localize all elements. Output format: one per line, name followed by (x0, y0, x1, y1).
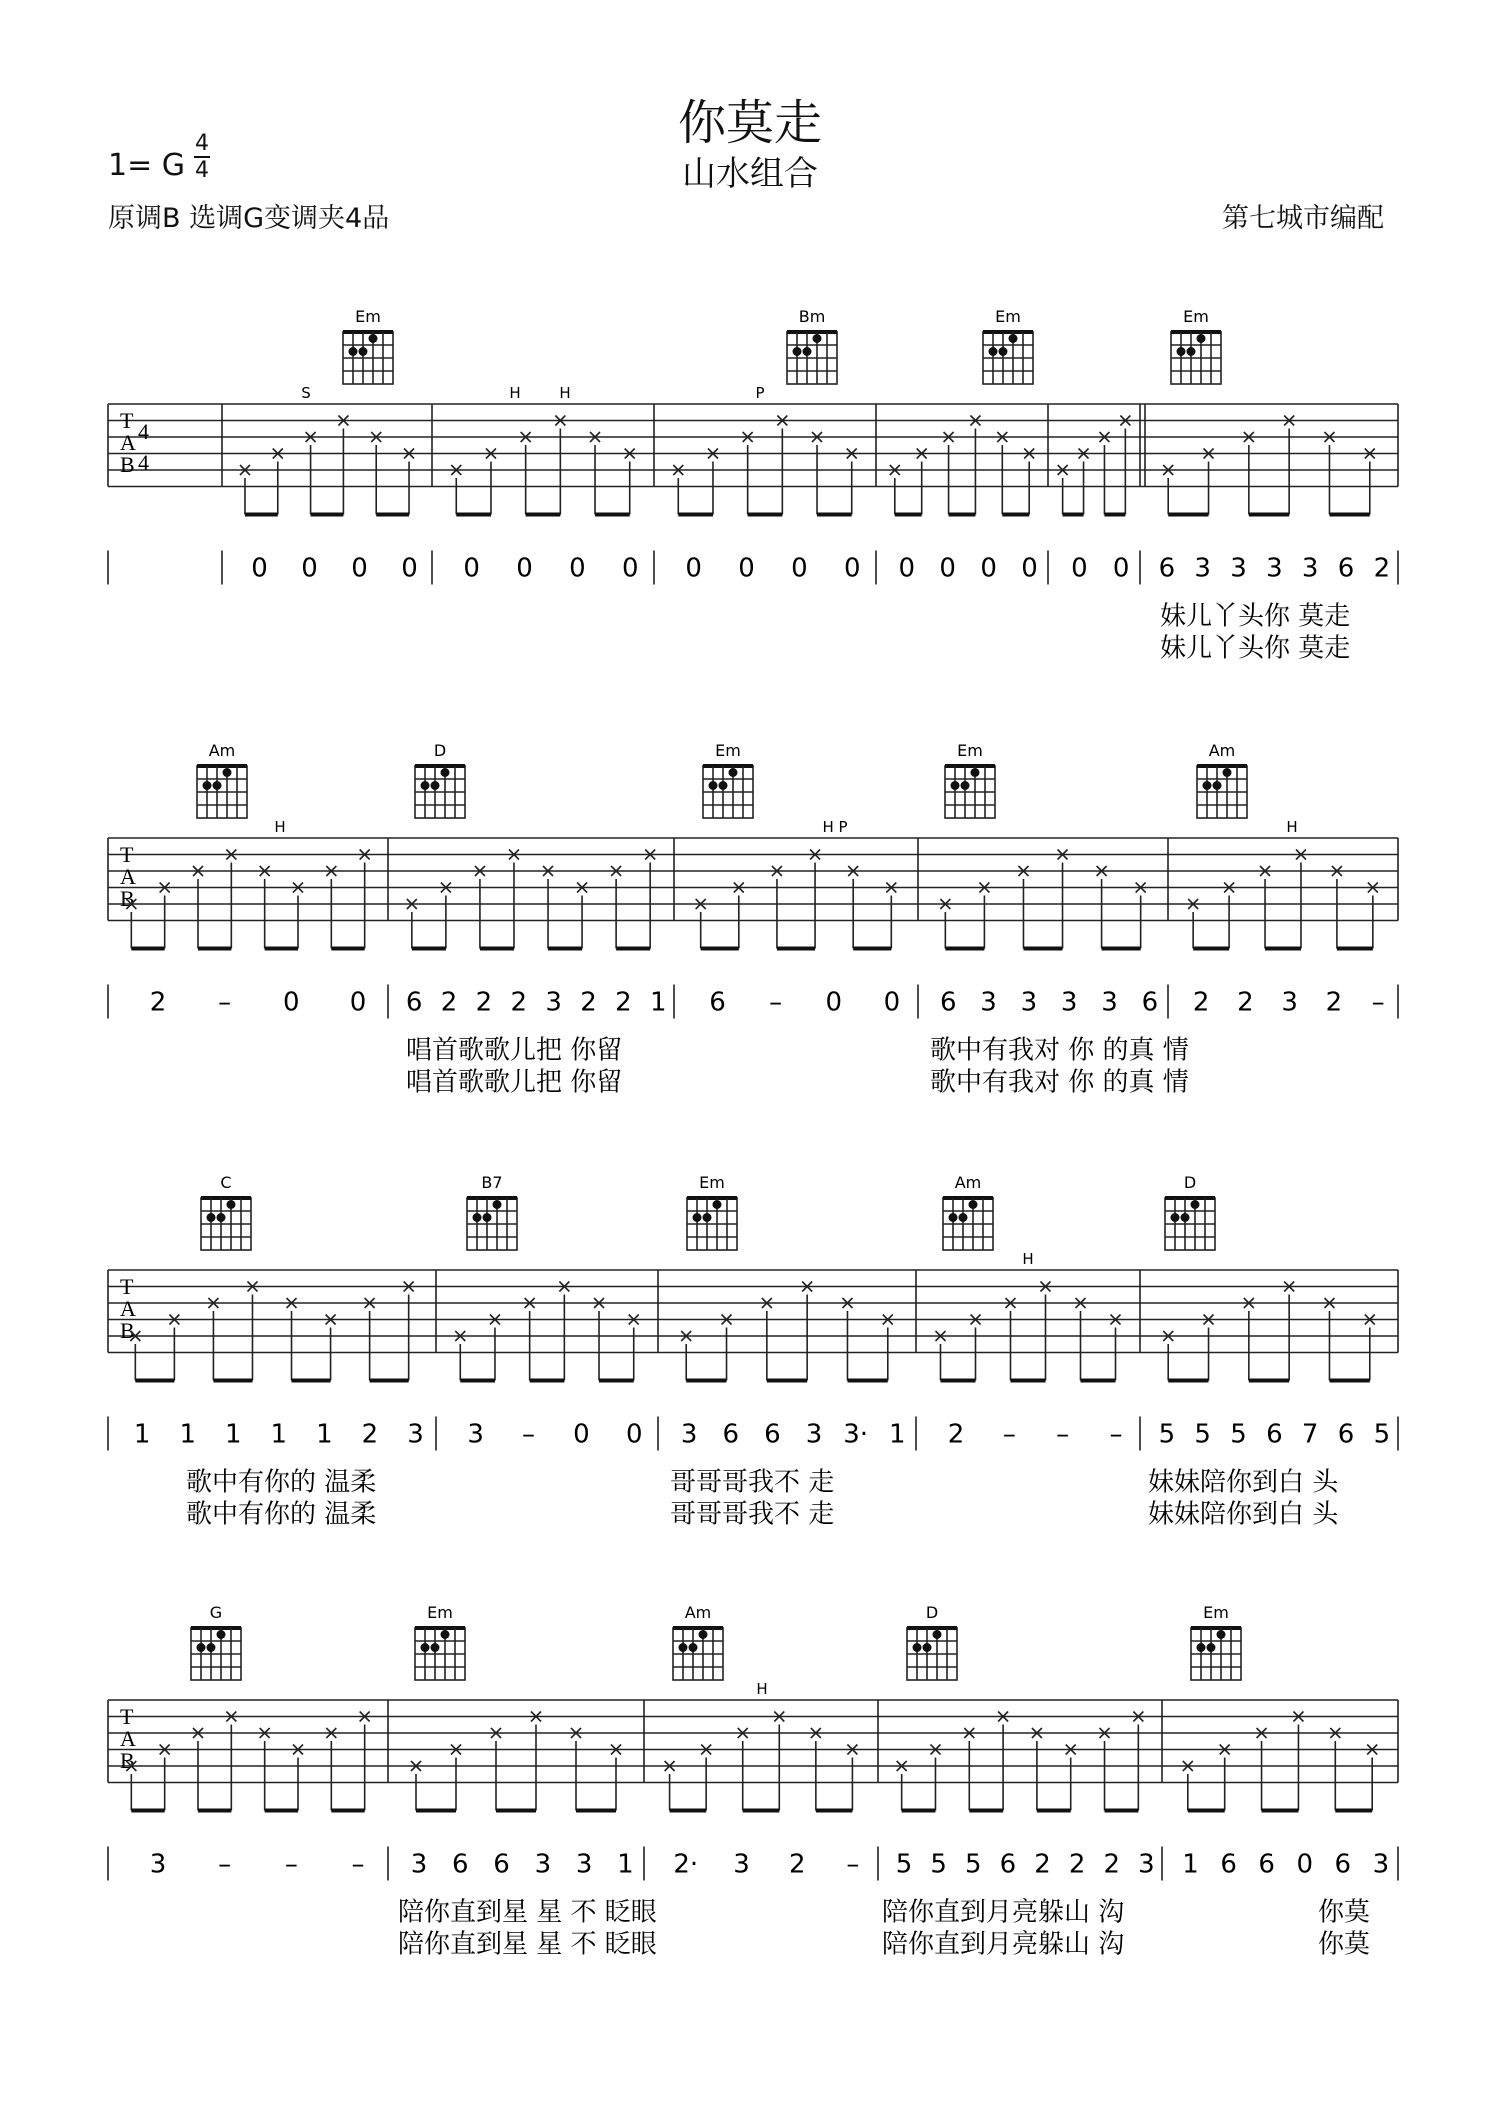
jianpu-note: 6 (999, 1849, 1017, 1880)
jianpu-note: 2 (788, 1849, 806, 1880)
chord-finger-dot (1203, 781, 1212, 790)
jianpu-note: 2 (1103, 1849, 1121, 1880)
jianpu-note: 0 (791, 553, 808, 584)
jianpu-note: 5 (964, 1849, 982, 1880)
jianpu-note: 3 (805, 1419, 823, 1450)
jianpu-note: 2 (475, 987, 493, 1018)
jianpu-note: 6 (1266, 1419, 1283, 1450)
chord-finger-dot (923, 1643, 932, 1652)
technique-mark: H (756, 1680, 768, 1698)
jianpu-note: 6 (1258, 1849, 1275, 1880)
jianpu-note: 0 (980, 553, 997, 584)
jianpu-note: 2 (149, 987, 167, 1018)
jianpu-note: 3 (1020, 987, 1038, 1018)
lyric-line-verse-2: 陪你直到月亮躲山 沟 (882, 1929, 1125, 1960)
chord-name: Em (355, 307, 381, 326)
chord-name: D (925, 1603, 939, 1622)
time-signature-bottom: 4 (195, 158, 209, 183)
chord-finger-dot (483, 1213, 492, 1222)
jianpu-note: 1 (133, 1419, 151, 1450)
jianpu-note: 6 (1337, 553, 1355, 584)
tab-clef-letter: A (120, 1726, 136, 1751)
lyric-line-verse-2: 你莫 (1318, 1929, 1371, 1960)
jianpu-note: 6 (405, 987, 423, 1018)
jianpu-note: 0 (251, 553, 268, 584)
chord-name: Am (1208, 741, 1236, 760)
chord-finger-dot (999, 347, 1008, 356)
chord-finger-dot (421, 781, 430, 790)
technique-mark: S (301, 384, 311, 402)
jianpu-note: 3 (980, 987, 997, 1018)
jianpu-note: 0 (625, 1419, 643, 1450)
chord-finger-dot (1009, 334, 1018, 343)
jianpu-note: 6 (722, 1419, 740, 1450)
tab-clef-letter: A (120, 430, 136, 455)
jianpu-note: 0 (569, 553, 586, 584)
chord-finger-dot (369, 334, 378, 343)
chord-finger-dot (441, 1630, 450, 1639)
jianpu-note: 3 (1301, 553, 1319, 584)
jianpu-note: 7 (1301, 1419, 1319, 1450)
tab-clef-letter: T (120, 408, 134, 433)
lyric-line-verse-2: 妹妹陪你到白 头 (1148, 1499, 1339, 1530)
chord-name: B7 (481, 1173, 503, 1192)
technique-mark: H (274, 818, 286, 836)
jianpu-note: 0 (351, 553, 368, 584)
jianpu-note: 2· (673, 1849, 699, 1880)
lyric-line-verse-1: 歌中有我对 你 的真 情 (930, 1035, 1189, 1066)
lyric-line-verse-1: 妹妹陪你到白 头 (1148, 1467, 1339, 1498)
chord-finger-dot (359, 347, 368, 356)
jianpu-note: 0 (573, 1419, 590, 1450)
jianpu-note: 3 (545, 987, 562, 1018)
lyric-line-verse-1: 唱首歌歌儿把 你留 (406, 1035, 623, 1066)
chord-finger-dot (217, 1630, 226, 1639)
chord-finger-dot (473, 1213, 482, 1222)
lyric-line-verse-1: 妹儿丫头你 莫走 (1160, 601, 1351, 632)
jianpu-note: 1 (650, 987, 667, 1018)
chord-name: Am (954, 1173, 982, 1192)
chord-finger-dot (1213, 781, 1222, 790)
jianpu-note: 5 (1194, 1419, 1211, 1450)
chord-name: Am (208, 741, 236, 760)
chord-finger-dot (709, 781, 718, 790)
lyric-line-verse-1: 陪你直到月亮躲山 沟 (882, 1897, 1125, 1928)
jianpu-note: 6 (764, 1419, 781, 1450)
chord-finger-dot (227, 1200, 236, 1209)
jianpu-note: 6 (1334, 1849, 1352, 1880)
tab-clef-letter: T (120, 842, 134, 867)
jianpu-note: 3 (733, 1849, 750, 1880)
jianpu-note: – (1371, 987, 1385, 1018)
jianpu-note: 6 (1158, 553, 1176, 584)
jianpu-note: 2 (361, 1419, 379, 1450)
jianpu-note: 0 (349, 987, 367, 1018)
chord-finger-dot (441, 768, 450, 777)
jianpu-note: 5 (1230, 1419, 1247, 1450)
chord-finger-dot (813, 334, 822, 343)
lyric-line-verse-1: 陪你直到星 星 不 眨眼 (398, 1897, 657, 1928)
jianpu-note: 5 (930, 1849, 947, 1880)
chord-name: Em (1203, 1603, 1229, 1622)
chord-finger-dot (421, 1643, 430, 1652)
chord-name: Em (957, 741, 983, 760)
chord-name: Em (715, 741, 741, 760)
jianpu-note: 1 (179, 1419, 196, 1450)
chord-finger-dot (431, 1643, 440, 1652)
chord-finger-dot (431, 781, 440, 790)
jianpu-note: 6 (493, 1849, 510, 1880)
jianpu-note: 0 (1071, 553, 1088, 584)
artist-name: 山水组合 (682, 154, 818, 194)
lyric-line-verse-1: 哥哥哥我不 走 (670, 1467, 835, 1498)
chord-name: Em (1183, 307, 1209, 326)
jianpu-note: 3 (1138, 1849, 1155, 1880)
lyric-line-verse-2: 妹儿丫头你 莫走 (1160, 633, 1351, 664)
jianpu-note: 3 (1266, 553, 1283, 584)
jianpu-note: 6 (1337, 1419, 1355, 1450)
tab-clef-letter: B (120, 886, 135, 911)
jianpu-note: 0 (738, 553, 755, 584)
jianpu-note: 0 (843, 553, 861, 584)
jianpu-note: 1 (270, 1419, 288, 1450)
jianpu-note: 2 (1034, 1849, 1051, 1880)
jianpu-note: 3 (149, 1849, 167, 1880)
chord-finger-dot (969, 1200, 978, 1209)
jianpu-note: – (218, 1849, 232, 1880)
chord-finger-dot (223, 768, 232, 777)
chord-finger-dot (693, 1213, 702, 1222)
chord-finger-dot (349, 347, 358, 356)
technique-mark: H (509, 384, 521, 402)
jianpu-note: 6 (1220, 1849, 1237, 1880)
jianpu-note: 5 (1158, 1419, 1176, 1450)
jianpu-note: – (1109, 1419, 1123, 1450)
chord-finger-dot (713, 1200, 722, 1209)
jianpu-note: 6 (939, 987, 957, 1018)
jianpu-note: 1 (617, 1849, 634, 1880)
chord-name: D (1183, 1173, 1197, 1192)
jianpu-note: – (218, 987, 232, 1018)
chord-finger-dot (803, 347, 812, 356)
jianpu-note: – (1002, 1419, 1016, 1450)
capo-note: 原调B 选调G变调夹4品 (108, 203, 390, 234)
jianpu-note: 3 (1101, 987, 1118, 1018)
chord-finger-dot (971, 768, 980, 777)
chord-finger-dot (217, 1213, 226, 1222)
jianpu-note: 6 (709, 987, 726, 1018)
chord-finger-dot (203, 781, 212, 790)
chord-finger-dot (1197, 334, 1206, 343)
song-title: 你莫走 (677, 95, 822, 151)
chord-name: Em (995, 307, 1021, 326)
chord-finger-dot (949, 1213, 958, 1222)
jianpu-note: 3 (680, 1419, 698, 1450)
chord-finger-dot (1171, 1213, 1180, 1222)
jianpu-note: 2 (1192, 987, 1210, 1018)
lyric-line-verse-2: 歌中有我对 你 的真 情 (930, 1067, 1189, 1098)
technique-mark: H P (822, 818, 848, 836)
jianpu-note: 2 (580, 987, 597, 1018)
chord-finger-dot (959, 1213, 968, 1222)
arranger-credit: 第七城市编配 (1222, 203, 1384, 234)
jianpu-note: 2 (1068, 1849, 1086, 1880)
jianpu-note: 0 (1296, 1849, 1314, 1880)
chord-finger-dot (989, 347, 998, 356)
tab-clef-letter: B (120, 452, 135, 477)
tab-clef-letter: T (120, 1274, 134, 1299)
chord-name: C (220, 1173, 232, 1192)
jianpu-note: 1 (1182, 1849, 1199, 1880)
tab-clef-letter: A (120, 1296, 136, 1321)
chord-name: Bm (798, 307, 826, 326)
chord-finger-dot (933, 1630, 942, 1639)
jianpu-note: 0 (898, 553, 915, 584)
jianpu-note: – (522, 1419, 535, 1450)
technique-mark: H (559, 384, 571, 402)
jianpu-note: – (769, 987, 783, 1018)
lyric-line-verse-2: 哥哥哥我不 走 (670, 1499, 835, 1530)
jianpu-note: 3· (843, 1419, 869, 1450)
jianpu-note: 0 (283, 987, 300, 1018)
jianpu-note: 2 (615, 987, 632, 1018)
chord-finger-dot (1223, 768, 1232, 777)
jianpu-note: 0 (685, 553, 702, 584)
jianpu-note: – (351, 1849, 365, 1880)
chord-name: Am (684, 1603, 712, 1622)
chord-finger-dot (1181, 1213, 1190, 1222)
jianpu-note: 3 (534, 1849, 552, 1880)
lyric-line-verse-2: 唱首歌歌儿把 你留 (406, 1067, 623, 1098)
chord-finger-dot (719, 781, 728, 790)
chord-finger-dot (493, 1200, 502, 1209)
jianpu-note: 2 (440, 987, 458, 1018)
chord-finger-dot (207, 1643, 216, 1652)
tab-clef-letter: B (120, 1748, 135, 1773)
jianpu-note: 0 (401, 553, 418, 584)
jianpu-note: – (846, 1849, 860, 1880)
jianpu-note: 2 (510, 987, 528, 1018)
technique-mark: P (755, 384, 765, 402)
chord-finger-dot (1197, 1643, 1206, 1652)
jianpu-note: 3 (1230, 553, 1247, 584)
jianpu-note: – (1056, 1419, 1070, 1450)
chord-finger-dot (951, 781, 960, 790)
chord-finger-dot (913, 1643, 922, 1652)
jianpu-note: 6 (1141, 987, 1159, 1018)
jianpu-note: 0 (621, 553, 639, 584)
jianpu-note: 0 (1021, 553, 1038, 584)
chord-finger-dot (679, 1643, 688, 1652)
chord-finger-dot (213, 781, 222, 790)
lyric-line-verse-2: 陪你直到星 星 不 眨眼 (398, 1929, 657, 1960)
tab-clef-letter: T (120, 1704, 134, 1729)
chord-finger-dot (1191, 1200, 1200, 1209)
tab-time-bottom: 4 (138, 450, 149, 475)
chord-finger-dot (197, 1643, 206, 1652)
technique-mark: H (1286, 818, 1298, 836)
chord-name: G (209, 1603, 223, 1622)
jianpu-note: 5 (1373, 1419, 1391, 1450)
chord-finger-dot (1217, 1630, 1226, 1639)
jianpu-note: 6 (451, 1849, 469, 1880)
jianpu-note: – (284, 1849, 298, 1880)
jianpu-note: 2 (1237, 987, 1254, 1018)
jianpu-note: 0 (825, 987, 843, 1018)
key-signature: 1= G (108, 148, 186, 183)
jianpu-note: 1 (316, 1419, 333, 1450)
jianpu-note: 3 (1372, 1849, 1390, 1880)
chord-finger-dot (1207, 1643, 1216, 1652)
chord-finger-dot (207, 1213, 216, 1222)
chord-finger-dot (703, 1213, 712, 1222)
jianpu-note: 0 (301, 553, 318, 584)
chord-finger-dot (961, 781, 970, 790)
chord-name: Em (699, 1173, 725, 1192)
tab-clef-letter: A (120, 864, 136, 889)
jianpu-note: 3 (575, 1849, 593, 1880)
jianpu-note: 3 (410, 1849, 428, 1880)
jianpu-note: 0 (1112, 553, 1130, 584)
chord-finger-dot (699, 1630, 708, 1639)
chord-finger-dot (729, 768, 738, 777)
jianpu-note: 3 (1060, 987, 1078, 1018)
chord-finger-dot (793, 347, 802, 356)
jianpu-note: 2 (1373, 553, 1391, 584)
jianpu-note: 1 (889, 1419, 906, 1450)
jianpu-note: 2 (1325, 987, 1343, 1018)
chord-name: Em (427, 1603, 453, 1622)
jianpu-note: 3 (407, 1419, 424, 1450)
tab-time-top: 4 (138, 419, 149, 444)
chord-finger-dot (1177, 347, 1186, 356)
chord-finger-dot (1187, 347, 1196, 356)
time-signature-top: 4 (195, 131, 209, 156)
lyric-line-verse-1: 你莫 (1318, 1897, 1371, 1928)
jianpu-note: 0 (883, 987, 901, 1018)
jianpu-note: 3 (467, 1419, 484, 1450)
lyric-line-verse-2: 歌中有你的 温柔 (186, 1499, 377, 1530)
jianpu-note: 0 (939, 553, 956, 584)
chord-finger-dot (689, 1643, 698, 1652)
jianpu-note: 0 (463, 553, 480, 584)
jianpu-note: 1 (225, 1419, 242, 1450)
jianpu-note: 3 (1194, 553, 1211, 584)
jianpu-note: 2 (947, 1419, 965, 1450)
technique-mark: H (1022, 1250, 1034, 1268)
tab-clef-letter: B (120, 1318, 135, 1343)
lyric-line-verse-1: 歌中有你的 温柔 (186, 1467, 377, 1498)
jianpu-note: 3 (1281, 987, 1298, 1018)
chord-name: D (433, 741, 447, 760)
jianpu-note: 0 (516, 553, 533, 584)
jianpu-note: 5 (895, 1849, 913, 1880)
